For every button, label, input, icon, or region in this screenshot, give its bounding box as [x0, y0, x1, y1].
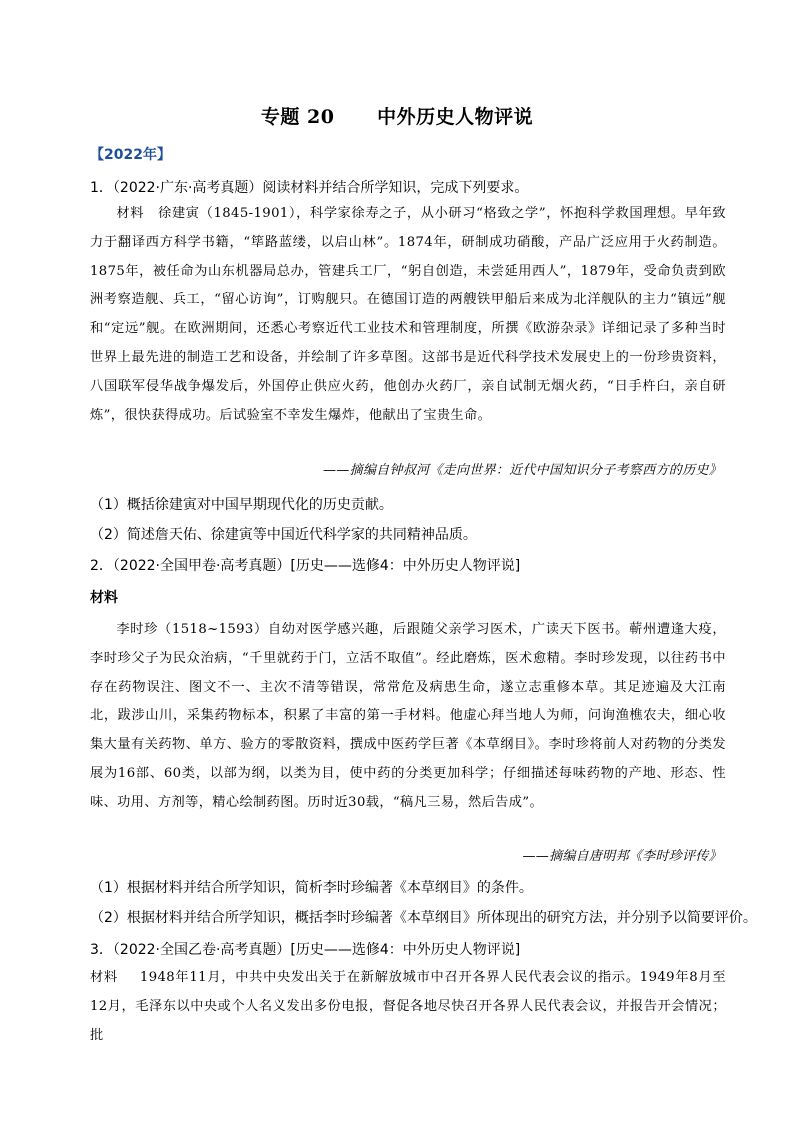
- material-label: 材料: [116, 206, 145, 221]
- material-label: 材料: [90, 970, 118, 985]
- question-1-sub-2: （2）简述詹天佑、徐建寅等中国近代科学家的共同精神品质。: [90, 527, 477, 543]
- question-3-material-paragraph: [90, 964, 726, 1050]
- question-2-source: ——摘编自唐明邦《李时珍评传》: [522, 849, 722, 864]
- material-text: 徐建寅（1845-1901），科学家徐寿之子，从小研习“格致之学”，怀抱科学救国理想。早年致力于翻译西方科学书籍，“筚路蓝缕，以启山林”。1874年，研制成功硝酸，产品广泛应用于火药制造。1875年，被任命为山东机器局总办，管建兵工厂，“躬自创造，未尝延用西人”，1879年，受命负责到欧洲考察造舰、兵工，“留心访询”，订购舰只。在德国订造的两艘铁甲船后来成为北洋舰队的主力“镇远”舰和“定远”舰。在欧洲期间，还悉心考察近代工业技术和管理制度，所撰《欧游杂录》详细记录了多种当时世界上最先进的制造工艺和设备，并绘制了许多草图。这部书是近代科学技术发展史上的一份珍贵资料，八国联军侵华战争爆发后，外国停止供应火药，他创办火药厂，亲自试制无烟火药，“日手杵臼，亲自研炼”，很快获得成功。后试验室不幸发生爆炸，他献出了宝贵生命。: [90, 206, 727, 423]
- question-1-header: 1．（2022·广东·高考真题）阅读材料并结合所学知识，完成下列要求。: [90, 180, 529, 196]
- question-1-material: [90, 200, 726, 432]
- question-2-sub-1: （1）根据材料并结合所学知识，简析李时珍编著《本草纲目》的条件。: [90, 880, 533, 896]
- question-3-header: 3．（2022·全国乙卷·高考真题）[历史——选修4：中外历史人物评说]: [90, 942, 521, 958]
- question-1-material-paragraph: [90, 200, 726, 430]
- question-2-sub-2: （2）根据材料并结合所学知识，概括李时珍编著《本草纲目》所体现出的研究方法，并分别予以简要评价。: [90, 910, 757, 926]
- material-text: 1948年11月，中共中央发出关于在新解放城市中召开各界人民代表会议的指示。1949年8月至12月，毛泽东以中央或个人名义发出多份电报，督促各地尽快召开各界人民代表会议，并报告开会情况；批: [90, 970, 726, 1043]
- page-title: 专题 20 中外历史人物评说: [260, 106, 534, 128]
- question-2-material-paragraph: 李时珍（1518~1593）自幼对医学感兴趣，后跟随父亲学习医术，广读天下医书。蕲州遭逢大疫，李时珍父子为民众治病，“千里就药于门，立活不取值”。经此磨炼，医术愈精。李时珍发现，以往药书中存在药物误注、图文不一、主次不清等错误，常常危及病患生命，遂立志重修本草。其足迹遍及大江南北，跋涉山川，采集药物标本，积累了丰富的第一手材料。他虚心拜当地人为师，问询渔樵农夫，细心收集大量有关药物、单方、验方的零散资料，撰成中医药学巨著《本草纲目》。李时珍将前人对药物的分类发展为16部、60类，以部为纲，以类为目，使中药的分类更加科学；仔细描述每味药物的产地、形态、性味、功用、方剂等，精心绘制药图。历时近30载，“稿凡三易，然后告成”。: [90, 622, 726, 810]
- question-1-sub-1: （1）概括徐建寅对中国早期现代化的历史贡献。: [90, 497, 393, 513]
- question-2-material-label: 材料: [90, 590, 118, 606]
- question-1-source: ——摘编自钟叔河《走向世界：近代中国知识分子考察西方的历史》: [322, 463, 722, 478]
- question-2-header: 2．（2022·全国甲卷·高考真题）[历史——选修4：中外历史人物评说]: [90, 558, 521, 574]
- question-2-material: [90, 616, 726, 848]
- question-3-material: [90, 964, 726, 1056]
- year-section-tag: 【2022年】: [90, 147, 171, 163]
